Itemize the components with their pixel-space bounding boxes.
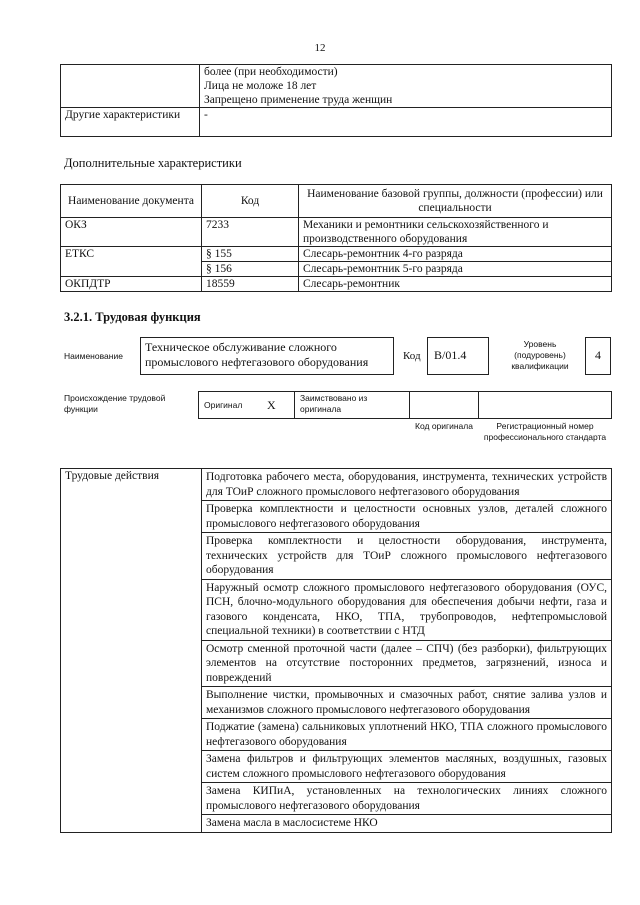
actions-label: Трудовые действия bbox=[61, 469, 202, 833]
original-mark: X bbox=[267, 398, 276, 412]
line: более (при необходимости) bbox=[204, 66, 338, 78]
origin-label: Происхождение трудовой функции bbox=[64, 393, 166, 414]
action-item: Наружный осмотр сложного промыслового нефтегазового оборудования (ОУС, ПСН, блочно-модульного оборудования для обеспечения добычи нефти, газа и газового конденсата, НКО, ТПА, трубопроводов, нефтепромысловой специальной техники) в соответствии с НТД bbox=[202, 579, 612, 640]
row-value bbox=[200, 65, 612, 108]
reg-number-label: Регистрационный номер профессионального стандарта bbox=[483, 421, 607, 442]
col-header-doc: Наименование документа bbox=[61, 185, 202, 218]
page-number: 12 bbox=[314, 42, 326, 54]
cell-name: Слесарь-ремонтник bbox=[299, 277, 612, 292]
requirements-table bbox=[60, 64, 612, 137]
line: Лица не моложе 18 лет bbox=[204, 80, 317, 92]
cell-name: Слесарь-ремонтник 4-го разряда bbox=[299, 247, 612, 262]
cell-doc: ОКПДТР bbox=[61, 277, 202, 292]
cell-name: Слесарь-ремонтник 5-го разряда bbox=[299, 262, 612, 277]
code-label: Код bbox=[403, 350, 421, 362]
action-item: Замена масла в маслосистеме НКО bbox=[202, 815, 612, 833]
row-label bbox=[61, 65, 200, 108]
additional-title: Дополнительные характеристики bbox=[64, 156, 242, 170]
col-header-code: Код bbox=[202, 185, 299, 218]
borrowed-label: Заимствовано из оригинала bbox=[300, 393, 368, 414]
header-row bbox=[61, 185, 612, 218]
name-label: Наименование bbox=[64, 351, 123, 361]
table-row bbox=[61, 218, 612, 247]
level-label: Уровень (подуровень) квалификации bbox=[511, 339, 569, 371]
action-item: Замена фильтров и фильтрующих элементов масляных, воздушных, газовых систем сложного промыслового нефтегазового оборудования bbox=[202, 751, 612, 783]
level-box bbox=[585, 337, 611, 375]
col-header-name: Наименование базовой группы, должности (профессии) или специальности bbox=[299, 185, 612, 218]
original-label: Оригинал bbox=[204, 400, 243, 410]
cell-name: Механики и ремонтники сельскохозяйственного и производственного оборудования bbox=[299, 218, 612, 247]
action-item: Проверка комплектности и целостности оборудования, инструмента, технических устройств для ТОиР сложного промыслового нефтегазового оборудования bbox=[202, 533, 612, 580]
line: Запрещено применение труда женщин bbox=[204, 94, 393, 106]
cell-code: 18559 bbox=[202, 277, 299, 292]
orig-code-label: Код оригинала bbox=[415, 421, 473, 431]
table-row bbox=[61, 469, 612, 501]
row-value: - bbox=[200, 108, 612, 137]
table-row bbox=[61, 65, 612, 108]
function-code-box bbox=[427, 337, 489, 375]
cell-code: 7233 bbox=[202, 218, 299, 247]
actions-table bbox=[60, 468, 612, 833]
reg-number-cell bbox=[478, 391, 612, 419]
cell-doc bbox=[61, 262, 202, 277]
level-value: 4 bbox=[595, 348, 601, 362]
section-title: 3.2.1. Трудовая функция bbox=[64, 310, 201, 324]
function-name: Техническое обслуживание сложного промыслового нефтегазового оборудования bbox=[145, 340, 369, 369]
table-row bbox=[61, 108, 612, 137]
action-item: Осмотр сменной проточной части (далее – СПЧ) (без разборки), фильтрующих элементов на отсутствие посторонних предметов, загрязнений, износа и повреждений bbox=[202, 640, 612, 687]
row-label: Другие характеристики bbox=[61, 108, 200, 137]
orig-code-cell bbox=[409, 391, 479, 419]
action-item: Подготовка рабочего места, оборудования, инструмента, технических устройств для ТОиР сложного промыслового нефтегазового оборудования bbox=[202, 469, 612, 501]
action-item: Замена КИПиА, установленных на технологических линиях сложного промыслового нефтегазового оборудования bbox=[202, 783, 612, 815]
table-row bbox=[61, 277, 612, 292]
cell-code: § 155 bbox=[202, 247, 299, 262]
cell-doc: ОКЗ bbox=[61, 218, 202, 247]
original-cell bbox=[198, 391, 294, 419]
action-item: Выполнение чистки, промывочных и смазочных работ, снятие залива узлов и механизмов сложного промыслового нефтегазового оборудования bbox=[202, 687, 612, 719]
additional-table bbox=[60, 184, 612, 292]
cell-code: § 156 bbox=[202, 262, 299, 277]
action-item: Проверка комплектности и целостности основных узлов, деталей сложного промыслового нефтегазового оборудования bbox=[202, 501, 612, 533]
borrowed-cell bbox=[294, 391, 410, 419]
cell-doc: ЕТКС bbox=[61, 247, 202, 262]
action-item: Поджатие (замена) сальниковых уплотнений НКО, ТПА сложного промыслового нефтегазового оборудования bbox=[202, 719, 612, 751]
function-name-box bbox=[140, 337, 394, 375]
function-code: В/01.4 bbox=[434, 348, 467, 362]
table-row bbox=[61, 262, 612, 277]
table-row bbox=[61, 247, 612, 262]
